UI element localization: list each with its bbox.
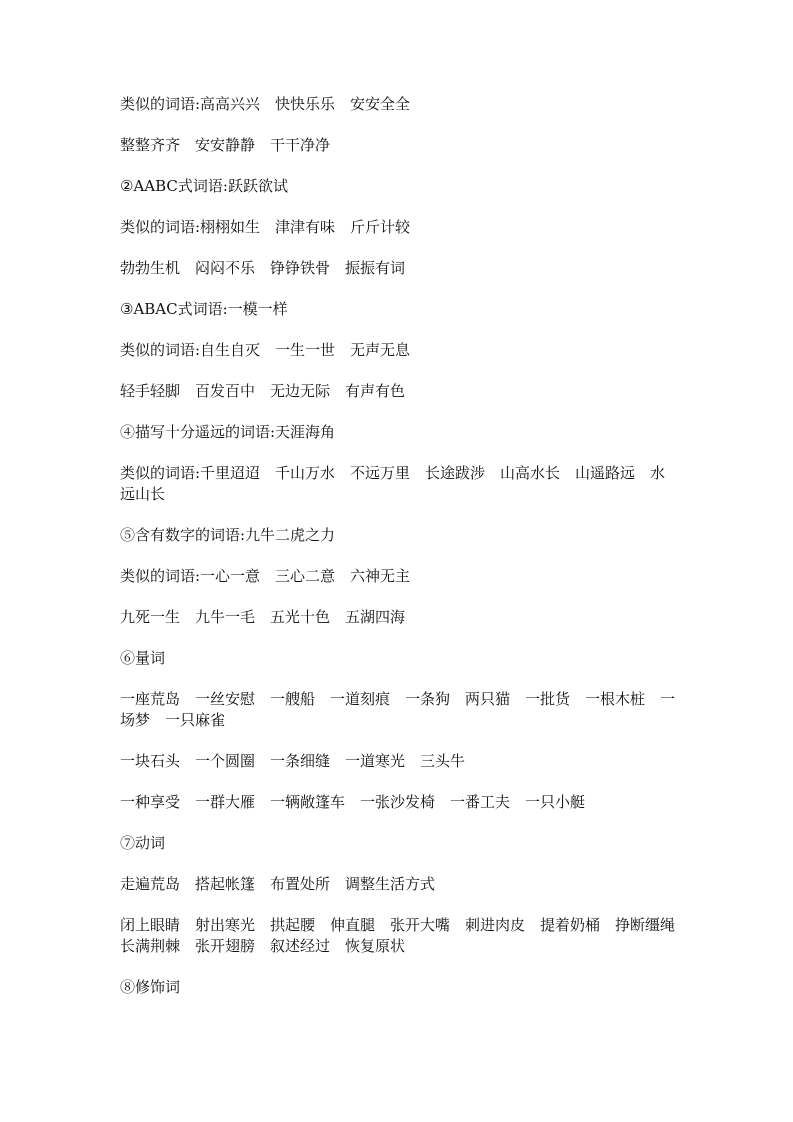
paragraph-similar-words-aabb-1: 类似的词语:高高兴兴 快快乐乐 安安全全	[120, 95, 411, 113]
heading-measure-words: ⑥量词	[120, 649, 166, 667]
heading-number-words: ⑤含有数字的词语:九牛二虎之力	[120, 526, 336, 544]
paragraph-measure-words-1: 一座荒岛 一丝安慰 一艘船 一道刻痕 一条狗 两只猫 一批货 一根木桩 一场梦 一只麻雀	[120, 690, 676, 729]
paragraph-similar-number-words-1: 类似的词语:一心一意 三心二意 六神无主	[120, 567, 411, 585]
paragraph-similar-words-abac-1: 类似的词语:自生自灭 一生一世 无声无息	[120, 341, 411, 359]
paragraph-measure-words-2: 一块石头 一个圆圈 一条细缝 一道寒光 三头牛	[120, 752, 466, 770]
paragraph-similar-words-aabc-1: 类似的词语:栩栩如生 津津有味 斤斤计较	[120, 218, 411, 236]
heading-aabc-words: ②AABC式词语:跃跃欲试	[120, 177, 288, 195]
heading-distance-words: ④描写十分遥远的词语:天涯海角	[120, 423, 336, 441]
paragraph-similar-words-aabb-2: 整整齐齐 安安静静 干干净净	[120, 136, 331, 154]
paragraph-similar-words-aabc-2: 勃勃生机 闷闷不乐 铮铮铁骨 振振有词	[120, 259, 406, 277]
paragraph-similar-number-words-2: 九死一生 九牛一毛 五光十色 五湖四海	[120, 608, 406, 626]
paragraph-measure-words-3: 一种享受 一群大雁 一辆敞篷车 一张沙发椅 一番工夫 一只小艇	[120, 793, 586, 811]
paragraph-verbs-1: 走遍荒岛 搭起帐篷 布置处所 调整生活方式	[120, 875, 436, 893]
paragraph-similar-words-abac-2: 轻手轻脚 百发百中 无边无际 有声有色	[120, 382, 406, 400]
paragraph-verbs-2: 闭上眼睛 射出寒光 拱起腰 伸直腿 张开大嘴 刺进肉皮 提着奶桶 挣断缰绳 长满荆棘 张开翅膀 叙述经过 恢复原状	[120, 916, 691, 955]
paragraph-similar-distance-words: 类似的词语:千里迢迢 千山万水 不远万里 长途跋涉 山高水长 山遥路远 水远山长	[120, 464, 666, 503]
document-body	[120, 94, 691, 1018]
heading-verbs: ⑦动词	[120, 834, 166, 852]
heading-abac-words: ③ABAC式词语:一模一样	[120, 300, 288, 318]
heading-modifiers: ⑧修饰词	[120, 978, 181, 996]
